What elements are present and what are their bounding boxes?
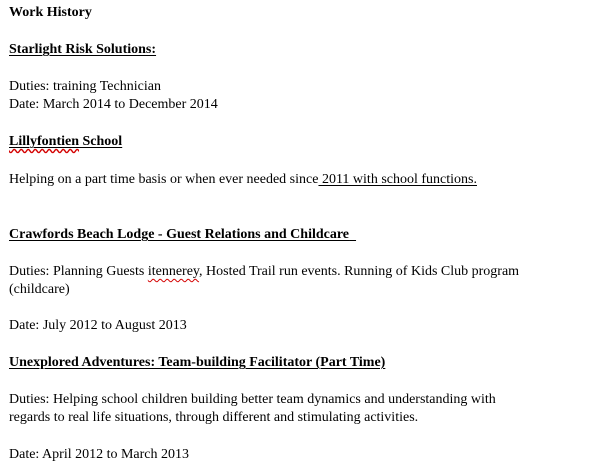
entry-4-duties-line1: Duties: Helping school children building better team dynamics and understanding with — [9, 392, 496, 407]
entry-1-date: Date: March 2014 to December 2014 — [9, 97, 218, 112]
entry-2-company — [9, 133, 122, 151]
spellcheck-word: Lillyfontien — [9, 134, 80, 149]
spellcheck-word: itennerey — [147, 264, 200, 279]
entry-3-duties-end: , Hosted Trail run events. Running of Kids Club program — [199, 264, 520, 279]
entry-3-duties — [9, 263, 519, 281]
section-title: Work History — [9, 5, 92, 20]
entry-3-duties-line2: (childcare) — [9, 282, 70, 297]
entry-4-company: Unexplored Adventures: Team-building Facilitator (Part Time) — [9, 355, 386, 370]
entry-3-duties-start: Duties: Planning Guests — [9, 264, 148, 279]
entry-2-description-start: Helping on a part time basis or when ever needed since — [9, 172, 319, 187]
entry-3-company — [9, 226, 356, 244]
entry-1-duties: Duties: training Technician — [9, 79, 161, 94]
entry-2-description-end: 2011 with school functions. — [318, 172, 477, 187]
entry-3-date: Date: July 2012 to August 2013 — [9, 318, 187, 333]
entry-4-duties-line2: regards to real life situations, through different and stimulating activities. — [9, 410, 419, 425]
entry-2-description — [9, 171, 477, 189]
entry-3-company-text: Crawfords Beach Lodge - Guest Relations and Childcare — [9, 227, 350, 242]
entry-2-company-rest: School — [79, 134, 123, 149]
entry-4-date: Date: April 2012 to March 2013 — [9, 447, 190, 462]
entry-1-company: Starlight Risk Solutions: — [9, 42, 157, 57]
